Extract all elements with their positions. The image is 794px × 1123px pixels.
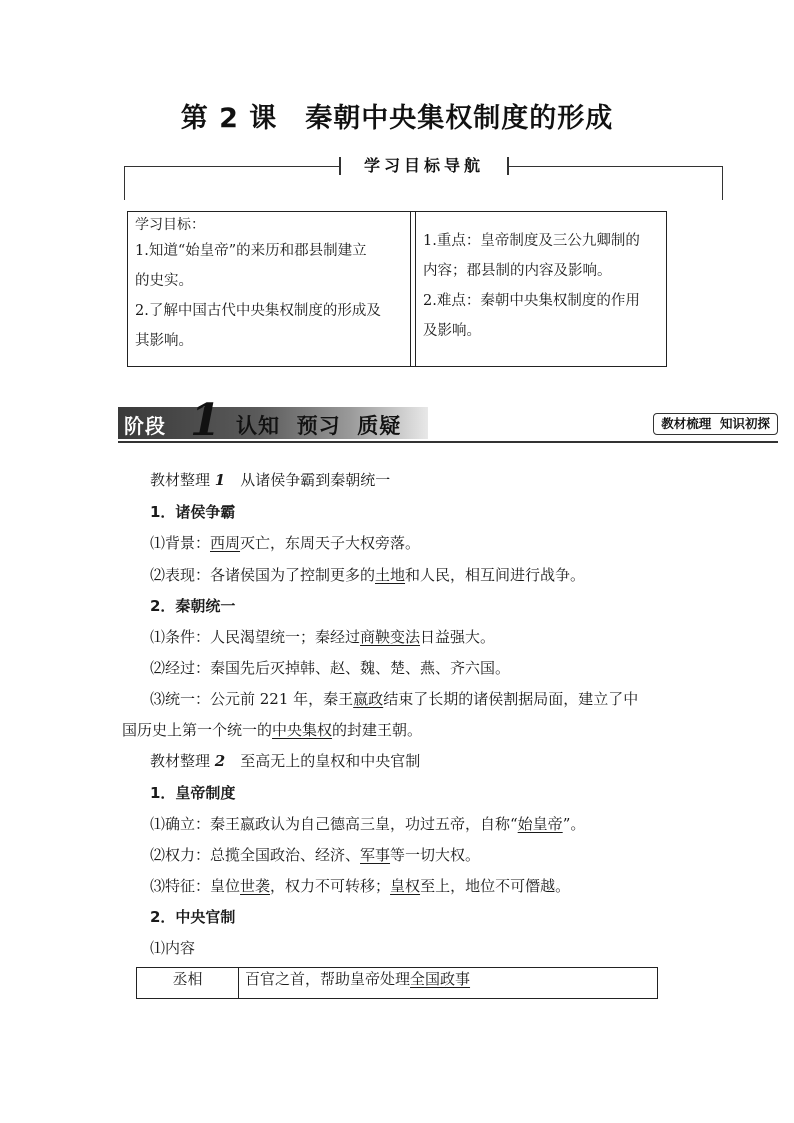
objectives-line: 的史实。 (135, 273, 193, 289)
subheading (150, 502, 235, 522)
nav-rule-right (508, 166, 723, 167)
text: 日益强大。 (420, 628, 496, 646)
key-points-cell (415, 212, 666, 366)
subheading-text: 2．秦朝统一 (150, 597, 236, 615)
key-points-line: 2.难点：秦朝中央集权制度的作用 (423, 293, 640, 309)
nav-bracket-left (124, 166, 125, 200)
section-label: 教材整理 (150, 752, 211, 770)
text: 至上，地位不可僭越。 (420, 877, 571, 895)
paragraph (150, 565, 585, 585)
paragraph (150, 876, 570, 896)
stage-banner (118, 395, 778, 446)
table-cell-official: 丞相 (137, 968, 239, 998)
objectives-line: 其影响。 (135, 333, 193, 349)
text: 等一切大权。 (390, 846, 481, 864)
section-heading (150, 751, 420, 771)
stage-word: 阶段 (124, 414, 166, 438)
nav-rule-left (124, 166, 339, 167)
paragraph (150, 814, 585, 834)
section-heading (150, 470, 390, 490)
paragraph (150, 689, 638, 709)
text: ⑵表现：各诸侯国为了控制更多的 (150, 566, 376, 584)
paragraph: ⑴内容 (150, 939, 196, 957)
text: 的封建王朝。 (332, 721, 423, 739)
underlined-answer: 嬴政 (353, 690, 384, 708)
text: ⑴确立：秦王嬴政认为自己德高三皇，功过五帝，自称“ (150, 815, 518, 833)
section-title: 至高无上的皇权和中央官制 (240, 752, 421, 770)
paragraph (150, 845, 480, 865)
subheading-text: 1．诸侯争霸 (150, 503, 236, 521)
stage-title: 认知 预习 质疑 (236, 414, 402, 438)
subheading (150, 596, 235, 616)
section-title: 从诸侯争霸到秦朝统一 (240, 471, 391, 489)
text: ⑴背景： (150, 534, 211, 552)
text: 百官之首，帮助皇帝处理 (245, 970, 411, 988)
stage-badge: 教材梳理 知识初探 (653, 413, 778, 435)
nav-label: 学习目标导航 (363, 156, 484, 175)
text: ⑵权力：总揽全国政治、经济、 (150, 846, 361, 864)
objectives-cell (128, 212, 411, 366)
underlined-answer: 土地 (375, 566, 406, 584)
nav-bracket-right (722, 166, 723, 200)
key-points-line: 及影响。 (423, 323, 481, 339)
underlined-answer: 世袭 (240, 877, 271, 895)
paragraph (122, 720, 422, 740)
text: 灭亡，东周天子大权旁落。 (240, 534, 421, 552)
underlined-answer: 商鞅变法 (360, 628, 421, 646)
underlined-answer: 西周 (210, 534, 241, 552)
underlined-answer: 军事 (360, 846, 391, 864)
subheading-text: 2．中央官制 (150, 908, 236, 926)
underlined-answer: 中央集权 (272, 721, 333, 739)
objectives-line: 2.了解中国古代中央集权制度的形成及 (135, 303, 381, 319)
nav-tick-right (507, 157, 509, 175)
key-points-line: 1.重点：皇帝制度及三公九卿制的 (423, 233, 640, 249)
section-label: 教材整理 (150, 471, 211, 489)
paragraph (150, 627, 495, 647)
text: 国历史上第一个统一的 (122, 721, 273, 739)
text: 和人民，相互间进行战争。 (405, 566, 586, 584)
objectives-table (127, 211, 667, 367)
objectives-line: 1.知道“始皇帝”的来历和郡县制建立 (135, 243, 367, 259)
text: 结束了长期的诸侯割据局面，建立了中 (383, 690, 639, 708)
subheading (150, 783, 235, 803)
nav-tick-left (339, 157, 341, 175)
subheading (150, 907, 235, 927)
text: ⑶特征：皇位 (150, 877, 241, 895)
key-points-line: 内容；郡县制的内容及影响。 (423, 263, 612, 279)
underlined-answer: 皇权 (390, 877, 421, 895)
text: ，权力不可转移； (270, 877, 391, 895)
section-number: 1 (214, 471, 226, 489)
section-number: 2 (214, 752, 226, 770)
officials-table (136, 967, 658, 999)
lesson-title: 第 2 课 秦朝中央集权制度的形成 (180, 103, 614, 134)
text: ⑶统一：公元前 221 年，秦王 (150, 690, 354, 708)
underlined-answer: 全国政事 (410, 970, 471, 988)
table-cell-duty (245, 968, 470, 990)
stage-number: 1 (190, 395, 221, 446)
text: ⑴条件：人民渴望统一；秦经过 (150, 628, 361, 646)
paragraph: ⑵经过：秦国先后灭掉韩、赵、魏、楚、燕、齐六国。 (150, 659, 511, 677)
text: ”。 (562, 815, 586, 833)
paragraph (150, 533, 420, 553)
underlined-answer: 始皇帝 (517, 815, 563, 833)
subheading-text: 1．皇帝制度 (150, 784, 236, 802)
objectives-head: 学习目标： (135, 217, 205, 233)
